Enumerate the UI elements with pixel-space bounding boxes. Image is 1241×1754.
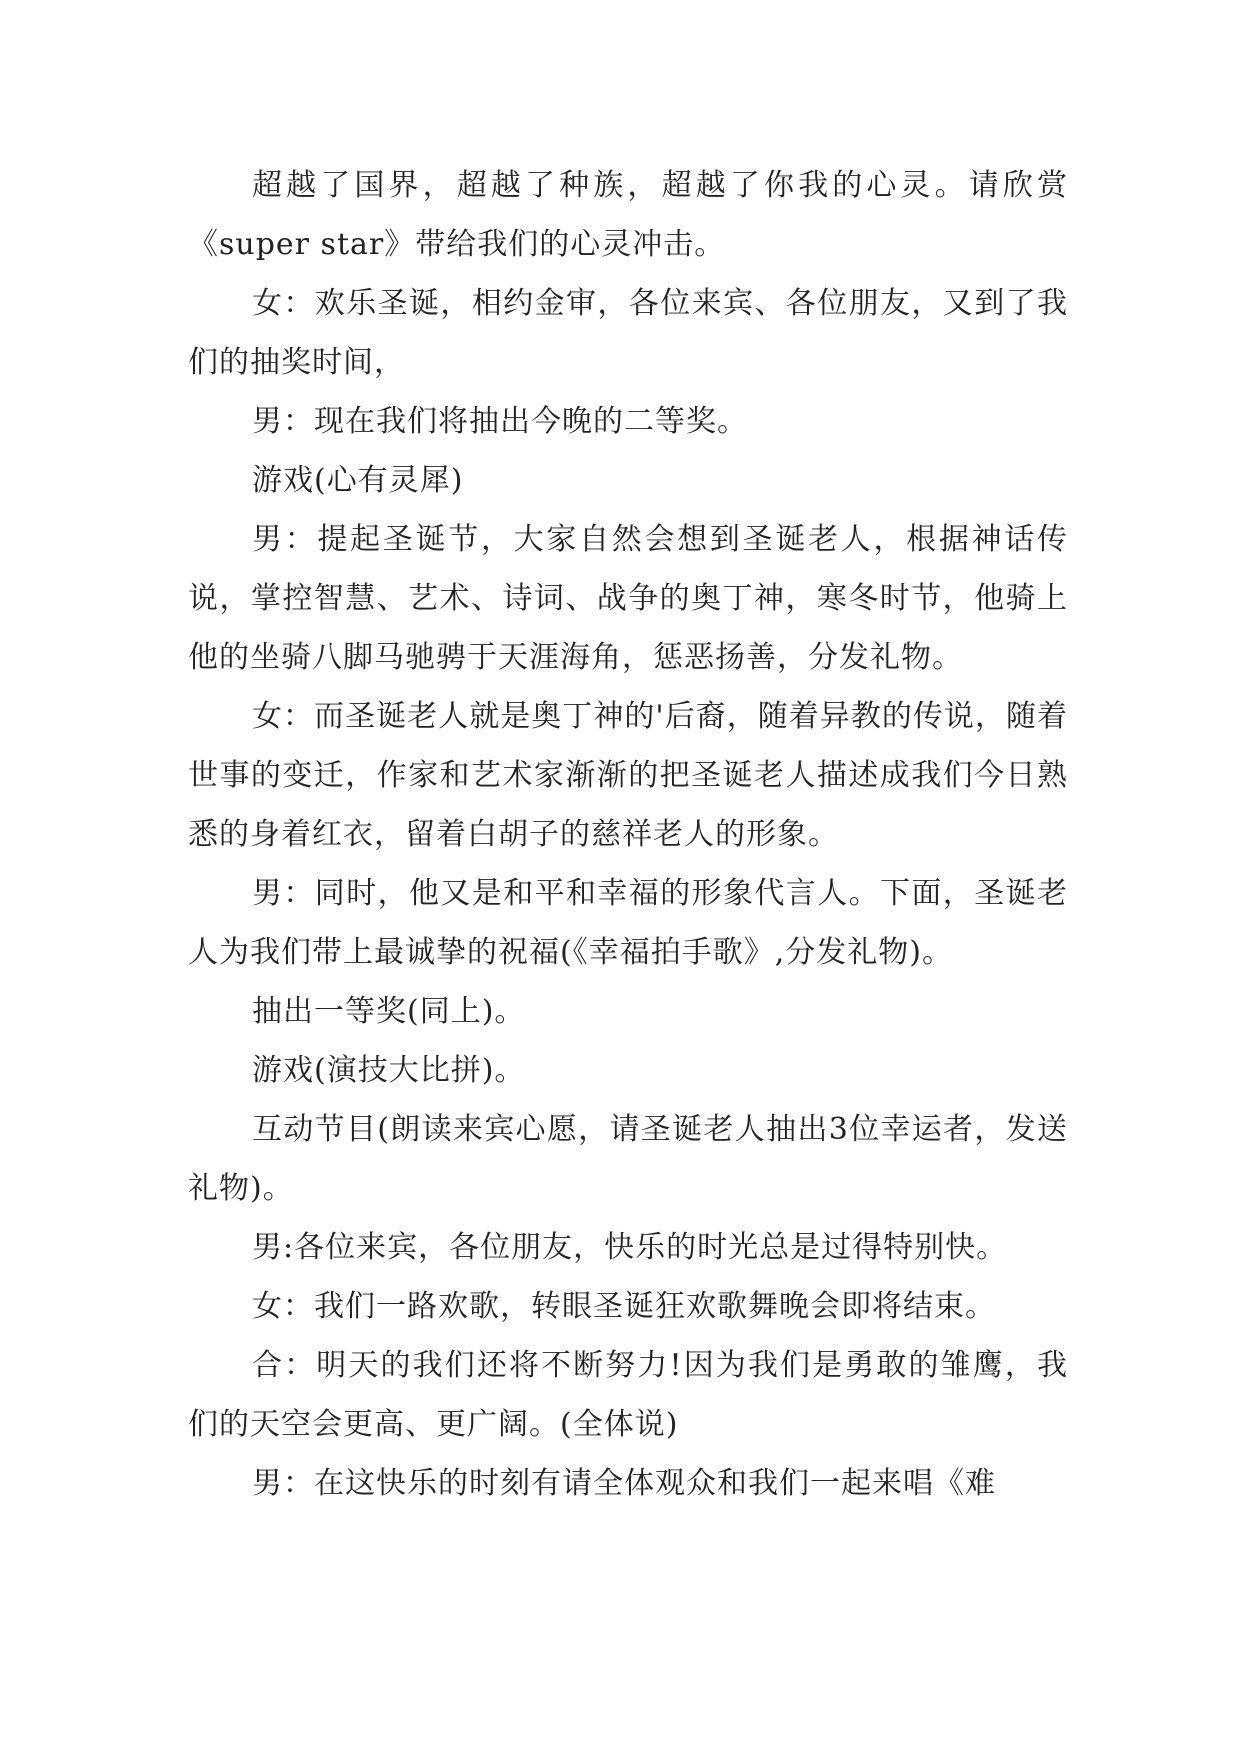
- paragraph: 女：而圣诞老人就是奥丁神的'后裔，随着异教的传说，随着世事的变迁，作家和艺术家渐渐的把圣诞老人描述成我们今日熟悉的身着红衣，留着白胡子的慈祥老人的形象。: [188, 699, 1068, 852]
- paragraph: 男：现在我们将抽出今晚的二等奖。: [252, 404, 748, 439]
- paragraph: 游戏(心有灵犀): [252, 463, 464, 498]
- paragraph: 男:各位来宾，各位朋友，快乐的时光总是过得特别快。: [252, 1230, 1008, 1265]
- paragraph: 男：在这快乐的时刻有请全体观众和我们一起来唱《难: [252, 1466, 996, 1501]
- paragraph: 超越了国界，超越了种族，超越了你我的心灵。请欣赏《super star》带给我们的心灵冲击。: [188, 168, 1068, 262]
- paragraph: 游戏(演技大比拼)。: [252, 1053, 526, 1088]
- paragraph: 抽出一等奖(同上)。: [252, 994, 526, 1029]
- paragraph: 互动节目(朗读来宾心愿，请圣诞老人抽出3位幸运者，发送礼物)。: [188, 1112, 1068, 1206]
- paragraph: 合：明天的我们还将不断努力!因为我们是勇敢的雏鹰，我们的天空会更高、更广阔。(全体说): [188, 1348, 1068, 1442]
- paragraph: 女：我们一路欢歌，转眼圣诞狂欢歌舞晚会即将结束。: [252, 1289, 996, 1324]
- paragraph: 女：欢乐圣诞，相约金审，各位来宾、各位朋友，又到了我们的抽奖时间，: [188, 286, 1068, 380]
- document-body: [188, 156, 1068, 1513]
- paragraph: 男：提起圣诞节，大家自然会想到圣诞老人，根据神话传说，掌控智慧、艺术、诗词、战争的奥丁神，寒冬时节，他骑上他的坐骑八脚马驰骋于天涯海角，惩恶扬善，分发礼物。: [188, 522, 1068, 675]
- paragraph: 男：同时，他又是和平和幸福的形象代言人。下面，圣诞老人为我们带上最诚挚的祝福(《幸福拍手歌》,分发礼物)。: [188, 876, 1068, 970]
